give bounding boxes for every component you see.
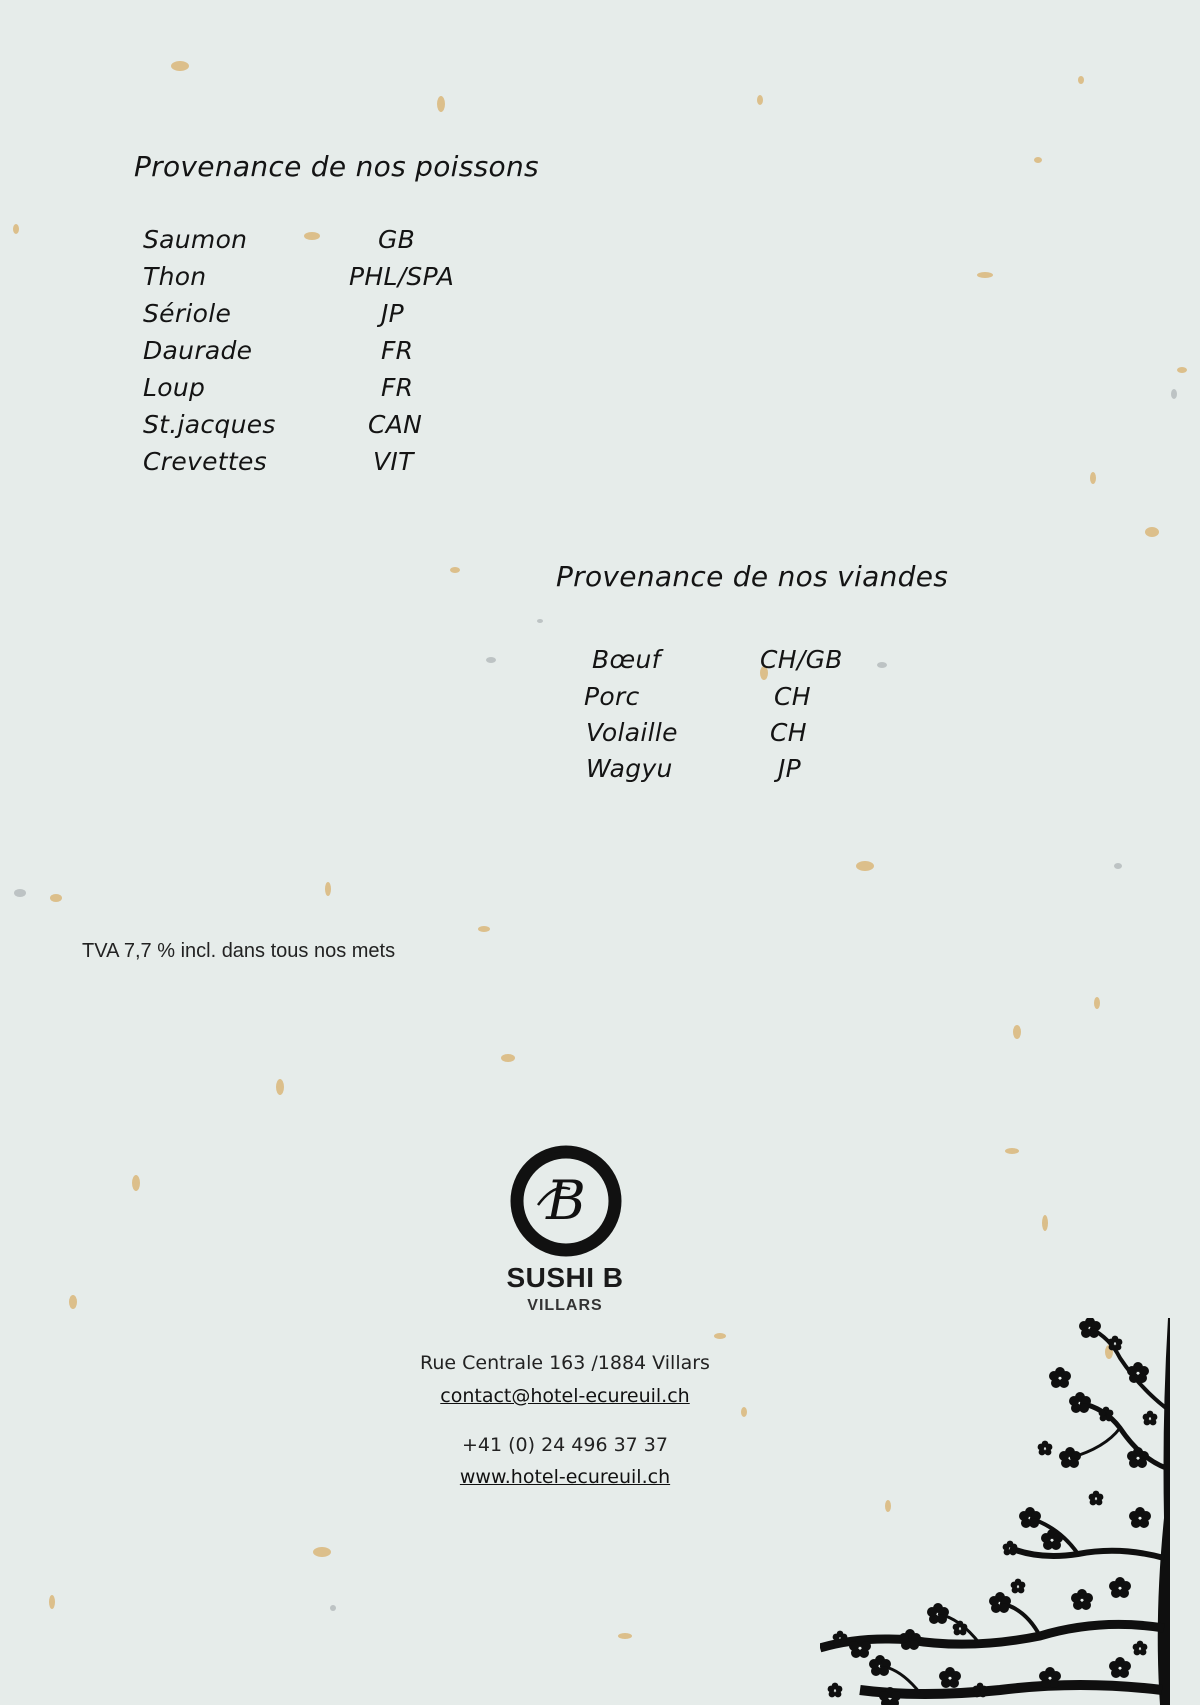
website-row [360, 1466, 770, 1488]
fish-name: Sériole [143, 299, 232, 328]
fish-name: Thon [143, 262, 207, 291]
meat-origin: CH [774, 682, 811, 711]
fish-name: Saumon [143, 225, 248, 254]
email-row [360, 1385, 770, 1407]
meat-name: Porc [584, 682, 640, 711]
fish-origin: PHL/SPA [349, 262, 455, 291]
website-link[interactable]: www.hotel-ecureuil.ch [459, 1466, 671, 1488]
fish-origin: GB [378, 225, 416, 254]
meat-section-title: Provenance de nos viandes [556, 560, 949, 593]
fish-origin: JP [381, 299, 405, 328]
meat-name: Bœuf [592, 645, 661, 674]
brand-location: VILLARS [527, 1297, 603, 1314]
address: Rue Centrale 163 /1884 Villars [420, 1352, 710, 1374]
logo-letter: B [546, 1169, 586, 1232]
brand-name: SUSHI B [506, 1262, 624, 1293]
email-link[interactable]: contact@hotel-ecureuil.ch [440, 1385, 690, 1407]
fish-origin: FR [381, 373, 414, 402]
fish-origin: FR [381, 336, 414, 365]
fish-name: Daurade [143, 336, 253, 365]
fish-name: St.jacques [143, 410, 276, 439]
meat-origin: CH [770, 718, 807, 747]
fish-origin: CAN [368, 410, 423, 439]
meat-name: Volaille [586, 718, 678, 747]
fish-name: Crevettes [143, 447, 268, 476]
cherry-blossom-icon [820, 1318, 1170, 1705]
sushi-b-logo [508, 1143, 624, 1259]
meat-origin: CH/GB [760, 645, 843, 674]
fish-origin: VIT [373, 447, 414, 476]
tva-note: TVA 7,7 % incl. dans tous nos mets [82, 940, 396, 962]
meat-name: Wagyu [586, 754, 673, 783]
phone: +41 (0) 24 496 37 37 [461, 1434, 668, 1456]
fish-section-title: Provenance de nos poissons [134, 150, 539, 183]
fish-name: Loup [143, 373, 206, 402]
meat-origin: JP [778, 754, 802, 783]
